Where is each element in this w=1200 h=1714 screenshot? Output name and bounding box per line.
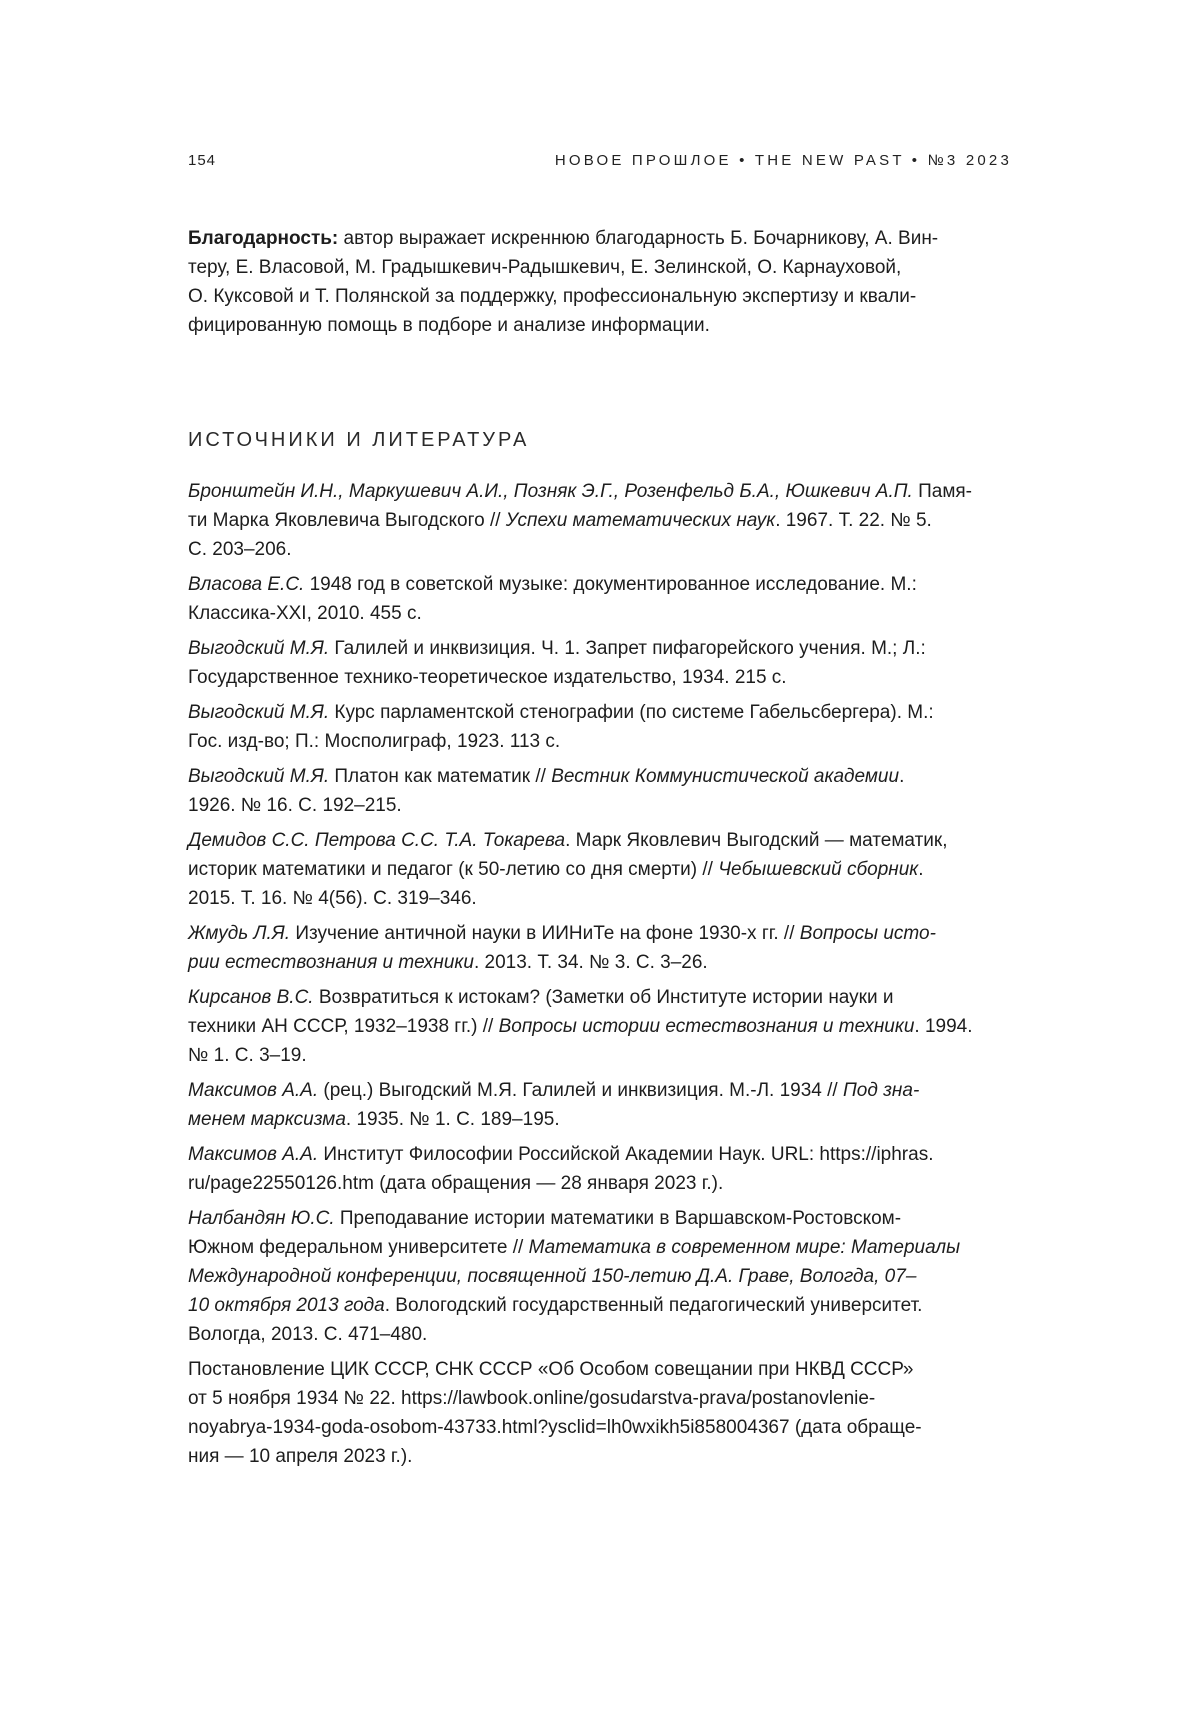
acknowledgment-paragraph: [188, 224, 1050, 340]
text-run: Под зна- менем марксизма: [188, 1080, 920, 1130]
text-run: Памя- ти Марка Яковлевича Выгодского //: [188, 481, 972, 531]
text-run: Максимов А.А.: [188, 1080, 319, 1101]
text-run: . 2015. Т. 16. № 4(56). С. 319–346.: [188, 859, 924, 909]
text-run: Изучение античной науки в ИИНиТе на фоне 1930-х гг. //: [290, 923, 800, 944]
text-run: Постановление ЦИК СССР, СНК СССР «Об Особом совещании при НКВД СССР» от 5 ноября 1934 № 22. https://lawbook.online/gosudarstva-prava/postanovlenie- noyabrya-1934-goda-osobom-43733.html?ysclid=lh0wxikh5i858004367 (дата обраще- ния — 10 апреля 2023 г.).: [188, 1359, 922, 1467]
text-run: Чебышевский сборник: [718, 859, 919, 880]
text-run: автор выражает искреннюю благодарность Б. Бочарникову, А. Вин- теру, Е. Власовой, М. Градышкевич-Радышкевич, Е. Зелинской, О. Карнауховой, О. Куксовой и Т. Полянской за поддержку, профессиональную экспертизу и квали- фицированную помощь в подборе и анализе информации.: [188, 228, 939, 336]
text-run: Вопросы исто- рии естествознания и техники: [188, 923, 936, 973]
bib-entry: [188, 762, 1050, 820]
section-heading: ИСТОЧНИКИ И ЛИТЕРАТУРА: [188, 429, 530, 451]
text-run: Возвратиться к истокам? (Заметки об Институте истории науки и техники АН СССР, 1932–1938 гг.) //: [188, 987, 894, 1037]
text-run: . 1935. № 1. С. 189–195.: [345, 1109, 560, 1130]
text-run: Вопросы истории естествознания и техники: [498, 1016, 915, 1037]
bib-entry: [188, 1355, 1050, 1471]
bib-entry: [188, 826, 1050, 913]
text-run: Выгодский М.Я.: [188, 702, 330, 723]
bib-entry: [188, 1076, 1050, 1134]
text-run: Налбандян Ю.С.: [188, 1208, 335, 1229]
text-run: Успехи математических наук: [505, 510, 776, 531]
text-run: Власова Е.С.: [188, 574, 305, 595]
bib-entry: [188, 919, 1050, 977]
text-run: Благодарность:: [188, 228, 339, 249]
text-run: . 1926. № 16. С. 192–215.: [188, 766, 905, 816]
text-run: Платон как математик //: [329, 766, 552, 787]
text-run: Бронштейн И.Н., Маркушевич А.И., Позняк Э.Г., Розенфельд Б.А., Юшкевич А.П.: [188, 481, 913, 502]
text-run: Максимов А.А.: [188, 1144, 319, 1165]
bib-entry: [188, 698, 1050, 756]
bib-entry: [188, 570, 1050, 628]
bibliography-list: [188, 477, 1050, 1471]
text-run: Галилей и инквизиция. Ч. 1. Запрет пифагорейского учения. М.; Л.: Государственное технико-теоретическое издательство, 1934. 215 с.: [188, 638, 926, 688]
text-run: Кирсанов В.С.: [188, 987, 314, 1008]
text-run: . 1967. Т. 22. № 5. С. 203–206.: [188, 510, 932, 560]
page-header: [188, 152, 1012, 170]
text-run: 1948 год в советской музыке: документированное исследование. М.: Классика-XXI, 2010. 455 с.: [188, 574, 917, 624]
text-run: Вестник Коммунистической академии: [551, 766, 900, 787]
text-run: Выгодский М.Я.: [188, 766, 330, 787]
bib-entry: [188, 634, 1050, 692]
text-run: Институт Философии Российской Академии Наук. URL: https://iphras. ru/page22550126.htm (дата обращения — 28 января 2023 г.).: [188, 1144, 934, 1194]
bib-entry: [188, 477, 1050, 564]
text-run: Выгодский М.Я.: [188, 638, 330, 659]
running-title: НОВОЕ ПРОШЛОЕ • THE NEW PAST • №3 2023: [554, 152, 1012, 169]
bib-entry: [188, 1204, 1050, 1349]
text-run: Курс парламентской стенографии (по системе Габельсбергера). М.: Гос. изд-во; П.: Мосполиграф, 1923. 113 с.: [188, 702, 934, 752]
text-run: . 1994. № 1. С. 3–19.: [188, 1016, 973, 1066]
text-run: . Марк Яковлевич Выгодский — математик, историк математики и педагог (к 50-летию со дня смерти) //: [188, 830, 948, 880]
text-run: . Вологодский государственный педагогический университет. Вологда, 2013. С. 471–480.: [188, 1295, 923, 1345]
text-run: (рец.) Выгодский М.Я. Галилей и инквизиция. М.-Л. 1934 //: [318, 1080, 843, 1101]
bib-entry: [188, 983, 1050, 1070]
text-run: Демидов С.С. Петрова С.С. Т.А. Токарева: [188, 830, 566, 851]
text-run: Математика в современном мире: Материалы Международной конференции, посвященной 150-летию Д.А. Граве, Вологда, 07– 10 октября 2013 года: [188, 1237, 961, 1316]
text-run: Преподавание истории математики в Варшавском-Ростовском- Южном федеральном университете //: [188, 1208, 902, 1258]
page-number: 154: [188, 152, 217, 169]
text-run: Жмудь Л.Я.: [188, 923, 291, 944]
text-run: . 2013. Т. 34. № 3. С. 3–26.: [473, 952, 708, 973]
bib-entry: [188, 1140, 1050, 1198]
